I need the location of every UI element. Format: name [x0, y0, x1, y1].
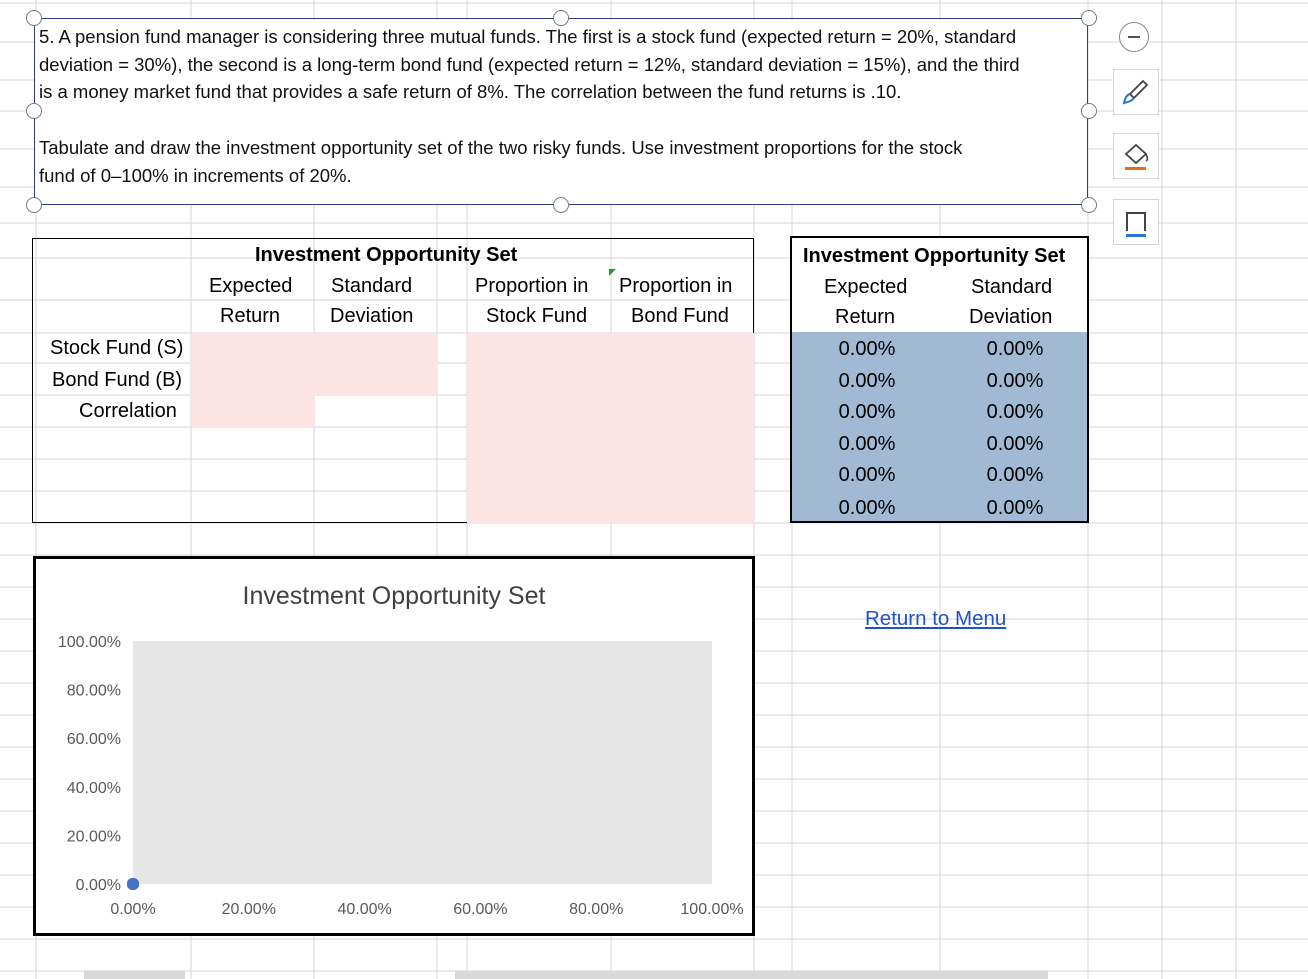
x-tick-label: 80.00%: [569, 901, 624, 918]
problem-paragraph-2: [39, 134, 1083, 189]
problem-line: is a money market fund that provides a safe return of 8%. The correlation between the fund returns is .10.: [39, 81, 902, 103]
output-expected-return[interactable]: 0.00%: [838, 370, 896, 392]
resize-handle-bottom-right[interactable]: [1081, 197, 1097, 213]
input-cell-bond-return[interactable]: [191, 364, 315, 396]
collapse-icon[interactable]: [1119, 22, 1149, 52]
data-point[interactable]: [127, 878, 139, 890]
x-tick-label: 0.00%: [110, 901, 156, 918]
output-expected-return[interactable]: 0.00%: [838, 338, 896, 360]
outline-icon[interactable]: [1113, 199, 1159, 245]
problem-line: deviation = 30%), the second is a long-term bond fund (expected return = 12%, standard deviation = 15%), and the third: [39, 53, 1020, 75]
header-bond-fund: Bond Fund: [631, 305, 729, 327]
input-cell-correlation[interactable]: [191, 396, 315, 427]
input-cell-bond-std[interactable]: [315, 364, 438, 396]
resize-handle-top-right[interactable]: [1081, 10, 1097, 26]
header-deviation: Deviation: [330, 305, 414, 327]
chart-container[interactable]: [33, 556, 755, 936]
input-table: [32, 238, 754, 523]
resize-handle-bottom-left[interactable]: [26, 197, 42, 213]
output-header-expected: Expected: [824, 276, 908, 298]
x-tick-label: 20.00%: [221, 901, 276, 918]
header-expected: Expected: [209, 275, 293, 297]
horizontal-scrollbar-left[interactable]: [84, 971, 185, 979]
x-tick-label: 100.00%: [680, 901, 744, 918]
input-cell-stock-return[interactable]: [191, 333, 315, 364]
header-proportion-stock: Proportion in: [475, 275, 589, 297]
output-std-deviation[interactable]: 0.00%: [986, 338, 1044, 360]
header-stock-fund: Stock Fund: [486, 305, 588, 327]
resize-handle-top-middle[interactable]: [553, 10, 569, 26]
header-proportion-bond: Proportion in: [619, 275, 733, 297]
x-tick-label: 40.00%: [337, 901, 392, 918]
output-expected-return[interactable]: 0.00%: [838, 464, 896, 486]
return-to-menu-link[interactable]: Return to Menu: [865, 607, 1007, 630]
output-header-standard: Standard: [971, 276, 1053, 298]
problem-paragraph-1: [39, 23, 1083, 106]
input-cell-stock-std[interactable]: [315, 333, 438, 364]
output-table-title: Investment Opportunity Set: [803, 245, 1066, 267]
y-tick-label: 100.00%: [57, 634, 121, 651]
output-header-deviation: Deviation: [969, 306, 1053, 328]
output-std-deviation[interactable]: 0.00%: [986, 464, 1044, 486]
y-tick-label: 40.00%: [66, 779, 121, 797]
plot-area[interactable]: [133, 641, 712, 884]
proportion-input-range[interactable]: [467, 333, 754, 523]
output-expected-return[interactable]: 0.00%: [838, 497, 896, 519]
row-label-correlation: Correlation: [79, 400, 177, 422]
row-label-stock-fund: Stock Fund (S): [50, 337, 184, 359]
input-table-title: Investment Opportunity Set: [255, 244, 518, 266]
output-std-deviation[interactable]: 0.00%: [986, 401, 1044, 423]
resize-handle-bottom-middle[interactable]: [553, 197, 569, 213]
output-expected-return[interactable]: 0.00%: [838, 401, 896, 423]
problem-line: Tabulate and draw the investment opportunity set of the two risky funds. Use investment proportions for the stock: [39, 137, 963, 159]
y-tick-label: 80.00%: [66, 682, 121, 700]
output-std-deviation[interactable]: 0.00%: [986, 370, 1044, 392]
output-table: [790, 236, 1089, 523]
resize-handle-middle-right[interactable]: [1081, 103, 1097, 119]
output-std-deviation[interactable]: 0.00%: [986, 497, 1044, 519]
scatter-chart[interactable]: [36, 559, 752, 933]
chart-title: Investment Opportunity Set: [242, 582, 546, 610]
problem-line: fund of 0–100% in increments of 20%.: [39, 164, 352, 186]
fill-icon[interactable]: [1113, 133, 1159, 179]
output-std-deviation[interactable]: 0.00%: [986, 433, 1044, 455]
brush-icon[interactable]: [1113, 69, 1159, 115]
output-header-return: Return: [835, 306, 896, 328]
horizontal-scrollbar[interactable]: [455, 971, 1048, 979]
row-label-bond-fund: Bond Fund (B): [52, 369, 183, 391]
resize-handle-middle-left[interactable]: [26, 103, 42, 119]
problem-line: 5. A pension fund manager is considering three mutual funds. The first is a stock fund (expected return = 20%, standard: [39, 26, 1017, 47]
y-tick-label: 60.00%: [66, 731, 121, 749]
y-tick-label: 0.00%: [75, 877, 121, 894]
problem-text-box[interactable]: [34, 18, 1088, 205]
y-tick-label: 20.00%: [66, 828, 121, 846]
output-expected-return[interactable]: 0.00%: [838, 433, 896, 455]
x-tick-label: 60.00%: [453, 901, 508, 918]
resize-handle-top-left[interactable]: [26, 10, 42, 26]
header-standard: Standard: [331, 275, 413, 297]
comment-indicator: [609, 269, 617, 277]
header-return: Return: [220, 305, 281, 327]
